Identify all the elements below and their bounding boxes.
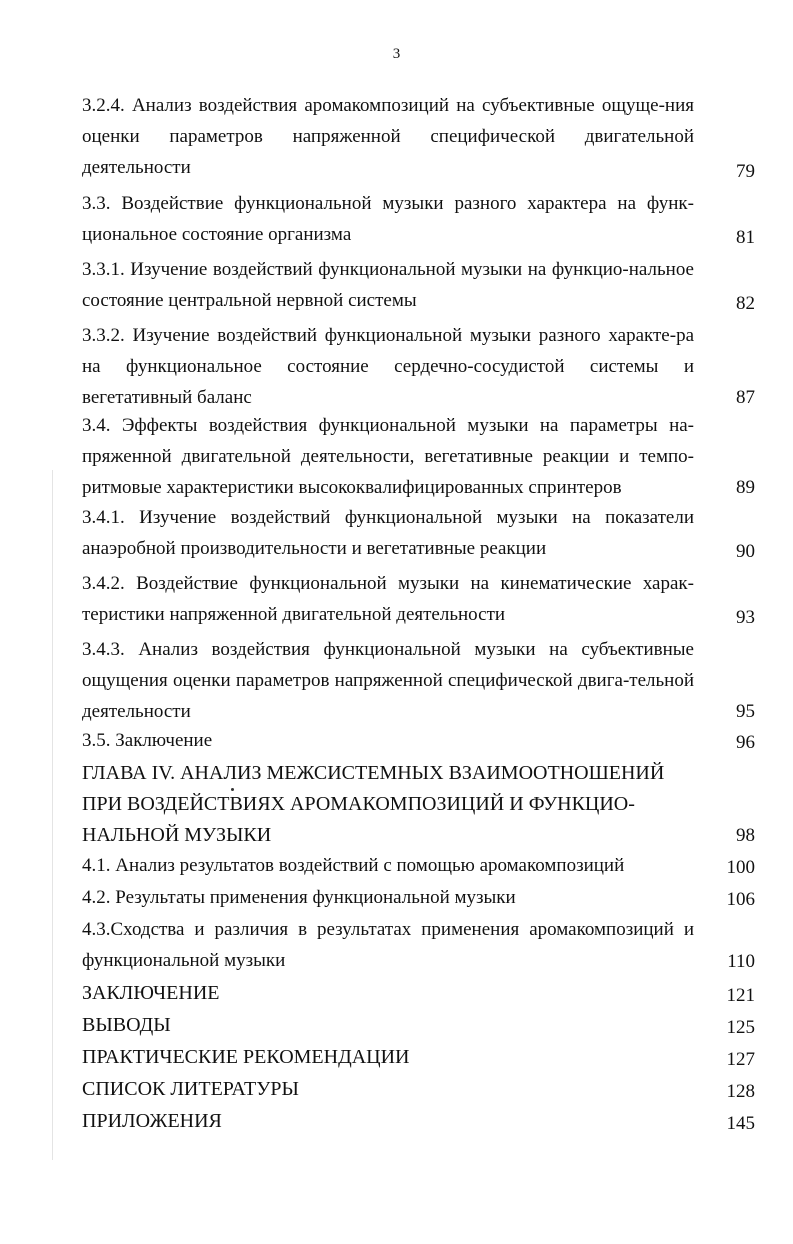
toc-entry-recommendations	[82, 1042, 755, 1074]
toc-entry-title: СПИСОК ЛИТЕРАТУРЫ	[82, 1078, 299, 1100]
toc-entry-title: 4.1. Анализ результатов воздействий с помощью аромакомпозиций	[82, 855, 625, 876]
toc-entry-title: 3.4.1. Изучение воздействий функциональной музыки на показатели анаэробной производительности и вегетативные реакции	[82, 507, 694, 559]
toc-entry-page: 90	[736, 541, 755, 562]
toc-entry-references	[82, 1074, 755, 1106]
toc-entry-page: 82	[736, 293, 755, 314]
toc-entry-title: 3.4.3. Анализ воздействия функциональной музыки на субъективные ощущения оценки параметров напряженной специфической двига-тельной деятельности	[82, 639, 694, 722]
toc-entry-title: 4.3.Сходства и различия в результатах применения аромакомпозиций и функциональной музыки	[82, 919, 694, 971]
toc-entry-title: 3.3.1. Изучение воздействий функциональной музыки на функцио-нальное состояние центральной нервной системы	[82, 259, 694, 311]
toc-entry-title: ЗАКЛЮЧЕНИЕ	[82, 982, 220, 1004]
toc-entry-title: ВЫВОДЫ	[82, 1014, 171, 1036]
toc-entry-page: 127	[726, 1049, 755, 1070]
toc-entry-page: 106	[726, 889, 755, 910]
toc-entry-title: 3.4. Эффекты воздействия функциональной музыки на параметры на-пряженной двигательной деятельности, вегетативные реакции и темпо-ритмовые характеристики высококвалифицированных спринтеров	[82, 415, 694, 498]
toc-entry-4-1	[82, 850, 755, 882]
toc-entry-title: ПРАКТИЧЕСКИЕ РЕКОМЕНДАЦИИ	[82, 1046, 410, 1068]
toc-entry-3-2-4	[82, 90, 755, 186]
toc-chapter-title: ГЛАВА IV. АНАЛИЗ МЕЖСИСТЕМНЫХ ВЗАИМООТНОШЕНИЙ ПРИ ВОЗДЕЙСТВИЯХ АРОМАКОМПОЗИЦИЙ И ФУНКЦИО-НАЛЬНОЙ МУЗЫКИ	[82, 762, 665, 846]
toc-entry-title: 3.5. Заключение	[82, 730, 213, 751]
toc-entry-3-4-1	[82, 502, 755, 566]
toc-entry-3-3-2	[82, 320, 755, 414]
toc-entry-page: 128	[726, 1081, 755, 1102]
toc-entry-3-4	[82, 410, 755, 504]
toc-entry-page: 95	[736, 701, 755, 722]
toc-entry-page: 145	[726, 1113, 755, 1134]
toc-entry-page: 96	[736, 732, 755, 753]
toc-entry-title: 3.3. Воздействие функциональной музыки разного характера на функ-циональное состояние организма	[82, 193, 694, 245]
toc-entry-3-3	[82, 188, 755, 252]
toc-entry-3-3-1	[82, 254, 755, 318]
toc-entry-page: 87	[736, 387, 755, 408]
toc-entry-3-4-3	[82, 634, 755, 728]
toc-entry-title: 4.2. Результаты применения функциональной музыки	[82, 887, 516, 908]
toc-entry-appendices	[82, 1106, 755, 1138]
toc-entry-findings	[82, 1010, 755, 1042]
toc-entry-page: 79	[736, 161, 755, 182]
toc-entry-page: 98	[736, 825, 755, 846]
toc-entry-page: 89	[736, 477, 755, 498]
toc-entry-title: 3.2.4. Анализ воздействия аромакомпозиций на субъективные ощуще-ния оценки параметров напряженной специфической двигательной деятельности	[82, 95, 694, 178]
toc-entry-page: 121	[726, 985, 755, 1006]
toc-entry-page: 125	[726, 1017, 755, 1038]
toc-entry-4-3	[82, 914, 755, 978]
toc-entry-3-5	[82, 725, 755, 757]
toc-entry-4-2	[82, 882, 755, 914]
toc-entry-page: 100	[726, 857, 755, 878]
toc-entry-page: 93	[736, 607, 755, 628]
margin-line	[52, 470, 53, 1160]
toc-entry-chapter-4	[82, 758, 755, 854]
toc-entry-title: 3.4.2. Воздействие функциональной музыки на кинематические харак-теристики напряженной двигательной деятельности	[82, 573, 694, 625]
toc-entry-3-4-2	[82, 568, 755, 632]
page-number: 3	[392, 46, 401, 62]
toc-entry-page: 81	[736, 227, 755, 248]
toc-entry-page: 110	[727, 951, 755, 972]
toc-entry-conclusion	[82, 978, 755, 1010]
toc-entry-title: 3.3.2. Изучение воздействий функциональной музыки разного характе-ра на функциональное состояние сердечно-сосудистой системы и вегетативный баланс	[82, 325, 694, 408]
toc-entry-title: ПРИЛОЖЕНИЯ	[82, 1110, 222, 1132]
